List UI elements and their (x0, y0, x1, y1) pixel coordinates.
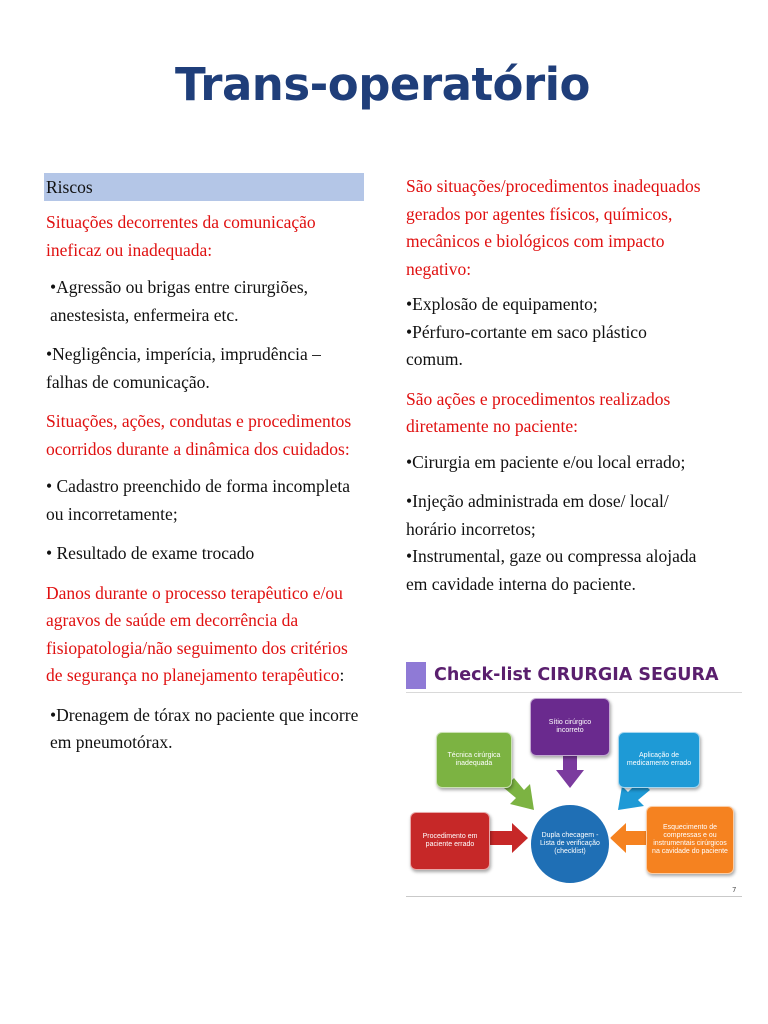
danos-colon: : (339, 665, 345, 685)
checklist-infographic (406, 658, 742, 900)
arrow-left (488, 823, 528, 853)
right-heading-agentes: São situações/procedimentos inadequados gerados por agentes físicos, químicos, mecânicos e biológicos com impacto negativo: (406, 176, 701, 279)
left-item-aggression: •Agressão ou brigas entre cirurgiões, anestesista, enfermeira etc. (50, 277, 309, 325)
danos-text: Danos durante o processo terapêutico e/ou agravos de saúde em decorrência da fisiopatologia/não seguimento dos critérios de segurança no planejamento terapêutico (46, 582, 348, 685)
riscos-header: Riscos (44, 173, 364, 201)
right-item-perfuro: •Pérfuro-cortante em saco plástico comum. (406, 321, 647, 369)
right-column (406, 173, 706, 610)
left-heading-communication: Situações decorrentes da comunicação ineficaz ou inadequada: (46, 212, 316, 260)
left-item-drenagem: •Drenagem de tórax no paciente que incorre em pneumotórax. (50, 704, 359, 752)
box-esquecimento: Esquecimento de compressas e ou instrumentais cirúrgicos na cavidade do paciente (646, 806, 734, 874)
left-heading-dynamics: Situações, ações, condutas e procedimentos ocorridos durante a dinâmica dos cuidados: (46, 411, 352, 459)
center-dupla-checagem: Dupla checagem - Lista de verificação (checklist) (540, 832, 600, 855)
left-heading-danos (46, 580, 364, 690)
box-medicamento-errado: Aplicação de medicamento errado (618, 732, 700, 788)
left-item-negligence: •Negligência, imperícia, imprudência – falhas de comunicação. (46, 344, 321, 392)
footer-rule (406, 896, 742, 897)
right-heading-acoes: São ações e procedimentos realizados diretamente no paciente: (406, 388, 671, 436)
left-item-exame: • Resultado de exame trocado (46, 543, 255, 563)
box-tecnica-inadequada: Técnica cirúrgica inadequada (436, 732, 512, 788)
arrow-right (610, 823, 650, 853)
page-title: Trans-operatório (175, 58, 590, 111)
right-item-instrumental: •Instrumental, gaze ou compressa alojada em cavidade interna do paciente. (406, 546, 697, 594)
infographic-title-text: Check-list CIRURGIA SEGURA (434, 665, 719, 685)
right-item-injecao: •Injeção administrada em dose/ local/ horário incorretos; (406, 491, 669, 539)
page-number: 7 (732, 886, 737, 894)
box-sitio-incorreto: Sítio cirúrgico incorreto (530, 698, 610, 756)
box-paciente-errado: Procedimento em paciente errado (410, 812, 490, 870)
left-column (46, 173, 364, 769)
left-item-cadastro: • Cadastro preenchido de forma incompleta ou incorretamente; (46, 476, 351, 524)
right-item-cirurgia: •Cirurgia em paciente e/ou local errado; (406, 451, 686, 472)
right-item-explosao: •Explosão de equipamento; (406, 294, 598, 314)
arrow-top (556, 756, 584, 788)
